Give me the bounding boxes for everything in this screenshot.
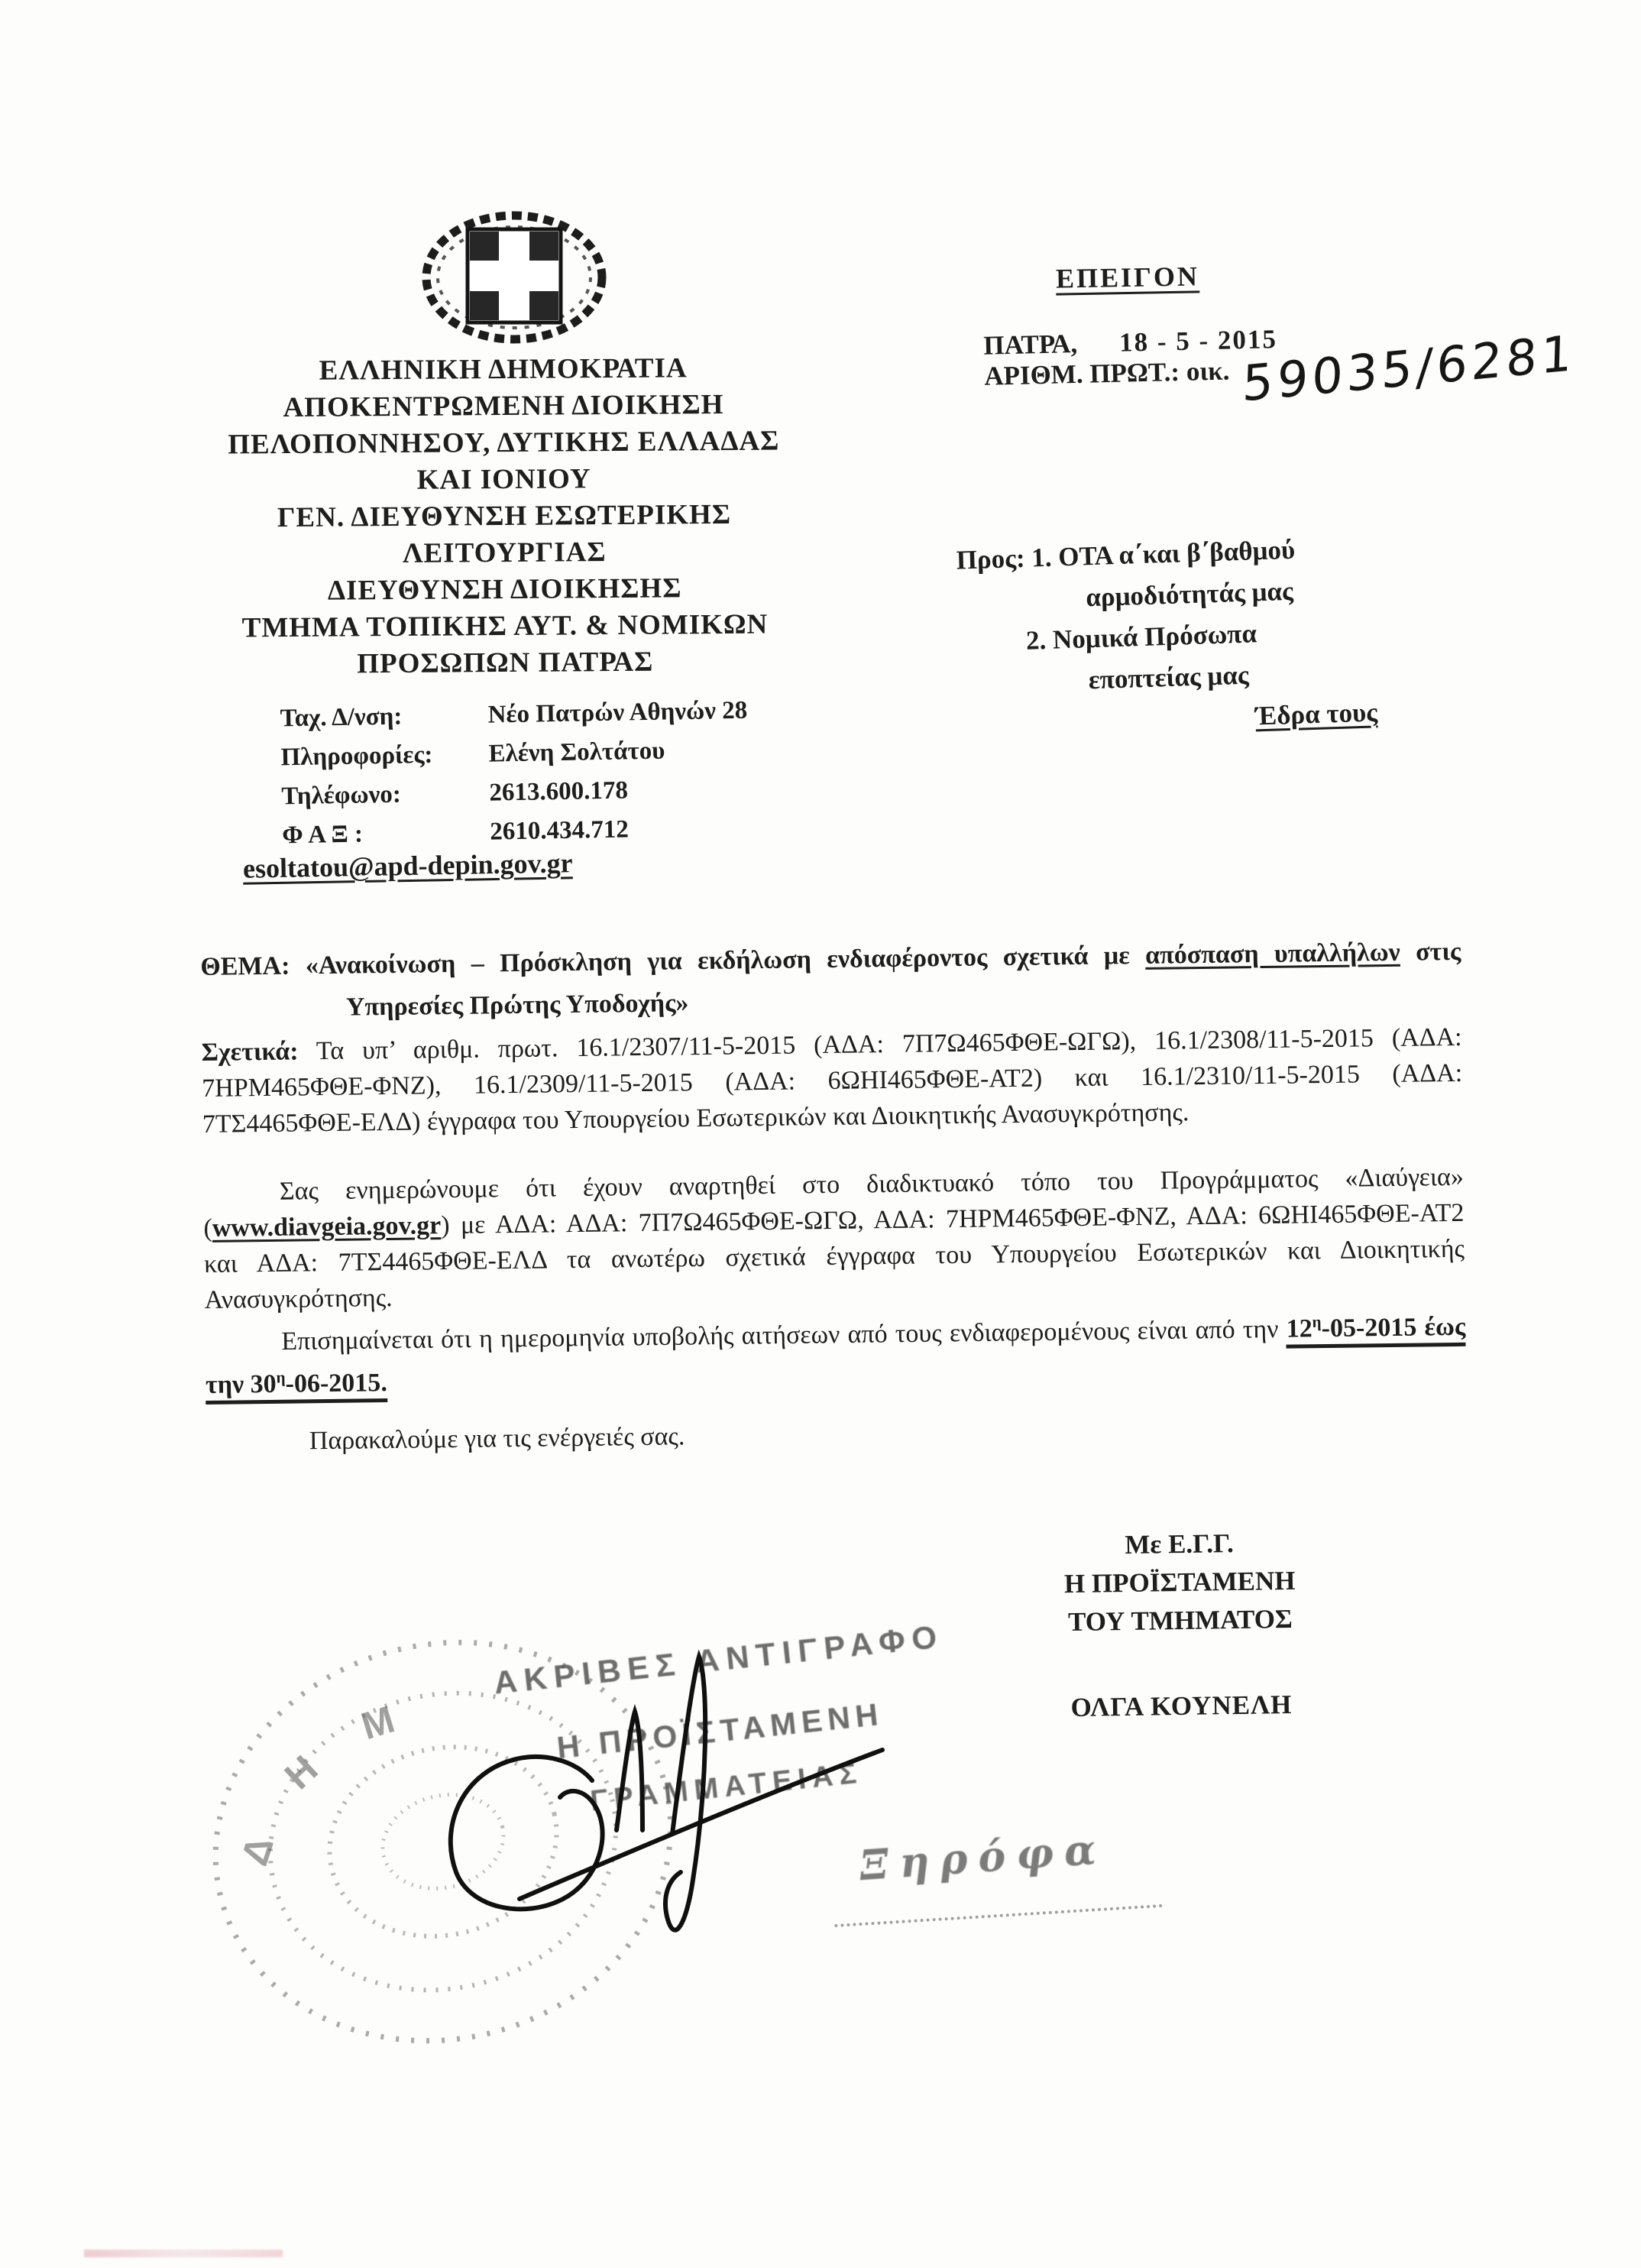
contact-email: esoltatou@apd-depin.gov.gr [242, 847, 573, 884]
certified-copy-stamp-line1: ΑΚΡΙΒΕΣ ΑΝΤΙΓΡΑΦΟ [492, 1618, 946, 1701]
body-paragraph-2 [205, 1303, 1466, 1403]
urgency-label: ΕΠΕΙΓΟΝ [1055, 261, 1200, 294]
contact-fax-label: Φ Α Ξ : [282, 820, 364, 850]
body-paragraph-3: Παρακαλούμε για τις ενέργειές σας. [309, 1421, 685, 1455]
closing-line-2: Η ΠΡΟΪΣΤΑΜΕΝΗ [1063, 1565, 1296, 1599]
closing-line-3: ΤΟΥ ΤΜΗΜΑΤΟΣ [1067, 1603, 1293, 1638]
letterhead-line: ΛΕΙΤΟΥΡΓΙΑΣ [402, 536, 607, 569]
reference-text: Τα υπ’ αριθμ. πρωτ. 16.1/2307/11-5-2015 (ΑΔΑ: 7Π7Ω465ΦΘΕ-ΩΓΩ), 16.1/2308/11-5-2015 (ΑΔΑ: 7ΗΡΜ465ΦΘΕ-ΦΝΖ), 16.1/2309/11-5-2015 (ΑΔΑ: 6ΩΗΙ465ΦΘΕ-ΑΤ2) και 16.1/2310/11-5-2015 (ΑΔΑ: 7ΤΣ4465ΦΘΕ-ΕΛΔ) έγγραφα του Υπουργείου Εσωτερικών και Διοικητικής Ανασυγκρότησης. [202, 1022, 1463, 1139]
closing-line-1: Με Ε.Γ.Γ. [1125, 1528, 1234, 1560]
seal-arc-text: Δ Η Μ [232, 1690, 422, 1871]
deadline-end: -06-2015 [285, 1368, 381, 1398]
contact-block [280, 692, 749, 856]
diavgeia-url: www.diavgeia.gov.gr [212, 1211, 442, 1243]
contact-fax-value: 2610.434.712 [490, 815, 630, 846]
emblem-svg [419, 211, 610, 344]
recipient-item1-line2: αρμοδιότητάς μας [1085, 575, 1294, 613]
protocol-block [982, 317, 1577, 413]
contact-row-address [280, 692, 747, 739]
protocol-number-label: ΑΡΙΘΜ. ΠΡΩΤ.: οικ. [983, 355, 1230, 391]
subject-text-underlined: απόσπαση υπαλλήλων [1144, 938, 1400, 970]
letterhead-line: ΠΕΛΟΠΟΝΝΗΣΟΥ, ΔΥΤΙΚΗΣ ΕΛΛΑΔΑΣ [228, 425, 780, 461]
contact-phone-value: 2613.600.178 [489, 776, 629, 807]
scan-artifact [84, 2250, 283, 2257]
reference-paragraph [201, 1019, 1463, 1142]
recipient-item1-line1: 1. ΟΤΑ α΄και β΄βαθμού [1031, 534, 1296, 573]
body-paragraph-1 [203, 1159, 1465, 1318]
protocol-number-handwritten: 59035/6281 [1241, 325, 1577, 413]
p2-text-before: Επισημαίνεται ότι η ημερομηνία υποβολής αιτήσεων από τους ενδιαφερομένους είναι από την [281, 1314, 1287, 1356]
deadline-day-from: 12 [1286, 1314, 1312, 1343]
certified-copy-stamp-line2: Η ΠΡΟΪΣΤΑΜΕΝΗ [555, 1696, 885, 1766]
stamped-name-fragment: Ξηρόφα [858, 1823, 1109, 1891]
letterhead-org-block [129, 349, 880, 685]
deadline-sup-1: η [1312, 1313, 1322, 1332]
contact-address-label: Ταχ. Δ/νση: [280, 702, 403, 733]
letterhead-line: ΑΠΟΚΕΝΤΡΩΜΕΝΗ ΔΙΟΙΚΗΣΗ [283, 388, 724, 424]
signatory-name: ΟΛΓΑ ΚΟΥΝΕΛΗ [1070, 1689, 1293, 1723]
letterhead-line: ΠΡΟΣΩΠΩΝ ΠΑΤΡΑΣ [357, 646, 654, 680]
subject-label: ΘΕΜΑ: [200, 951, 290, 981]
letterhead-line: ΚΑΙ ΙΟΝΙΟΥ [416, 463, 591, 496]
deadline-middle: -05-2015 έως την 30 [205, 1313, 1466, 1399]
certified-copy-stamp-line3: ΓΡΑΜΜΑΤΕΙΑΣ [588, 1757, 864, 1818]
subject-paragraph [200, 931, 1461, 1030]
recipient-item2-line2: εποπτείας μας [1088, 659, 1250, 695]
greek-coat-of-arms-emblem [419, 211, 610, 344]
letterhead-line: ΕΛΛΗΝΙΚΗ ΔΗΜΟΚΡΑΤΙΑ [319, 352, 688, 387]
deadline-period: . [380, 1368, 388, 1397]
subject-text-before: «Ανακοίνωση – Πρόσκληση για εκδήλωση ενδιαφέροντος σχετικά με [305, 941, 1146, 980]
recipient-item2-line1: 2. Νομικά Πρόσωπα [1025, 618, 1257, 656]
recipients-label: Προς: [956, 543, 1026, 575]
protocol-city: ΠΑΤΡΑ, [982, 329, 1078, 361]
contact-phone-label: Τηλέφωνο: [281, 780, 402, 811]
letter-body [200, 931, 1467, 1460]
reference-label: Σχετικά: [201, 1037, 299, 1067]
letterhead-line: ΔΙΕΥΘΥΝΣΗ ΔΙΟΙΚΗΣΗΣ [327, 572, 682, 607]
deadline-sup-2: η [276, 1368, 286, 1387]
closing-block [1045, 1524, 1316, 1728]
p1-text-after-link: ) με ΑΔΑ: ΑΔΑ: 7Π7Ω465ΦΘΕ-ΩΓΩ, ΑΔΑ: 7ΗΡΜ465ΦΘΕ-ΦΝΖ, ΑΔΑ: 6ΩΗΙ465ΦΘΕ-ΑΤ2 και ΑΔΑ: 7ΤΣ4465ΦΘΕ-ΕΛΔ τα ανωτέρω σχετικά έγγραφα του Υπουργείου Εσωτερικών και Διοικητικής Ανασυγκρότησης. [203, 1198, 1465, 1314]
contact-info-value: Ελένη Σολτάτου [488, 737, 665, 768]
letterhead-line: ΓΕΝ. ΔΙΕΥΘΥΝΣΗ ΕΣΩΤΕΡΙΚΗΣ [277, 498, 732, 534]
letterhead-line: ΤΜΗΜΑ ΤΟΠΙΚΗΣ ΑΥΤ. & ΝΟΜΙΚΩΝ [241, 608, 769, 644]
protocol-date: 18 - 5 - 2015 [1118, 324, 1278, 358]
subject-text-after: στις Υπηρεσίες Πρώτης Υποδοχής» [345, 937, 1461, 1022]
p1-text-before-link: Σας ενημερώνουμε ότι έχουν αναρτηθεί στο διαδικτυακό τόπο του Προγράμματος «Διαύγεια» ( [203, 1162, 1465, 1243]
recipients-block [956, 527, 1378, 747]
handwritten-signature [348, 1635, 898, 1964]
recipients-location: Έδρα τους [1254, 697, 1378, 731]
contact-address-value: Νέο Πατρών Αθηνών 28 [487, 696, 748, 729]
contact-info-label: Πληροφορίες: [280, 740, 433, 772]
